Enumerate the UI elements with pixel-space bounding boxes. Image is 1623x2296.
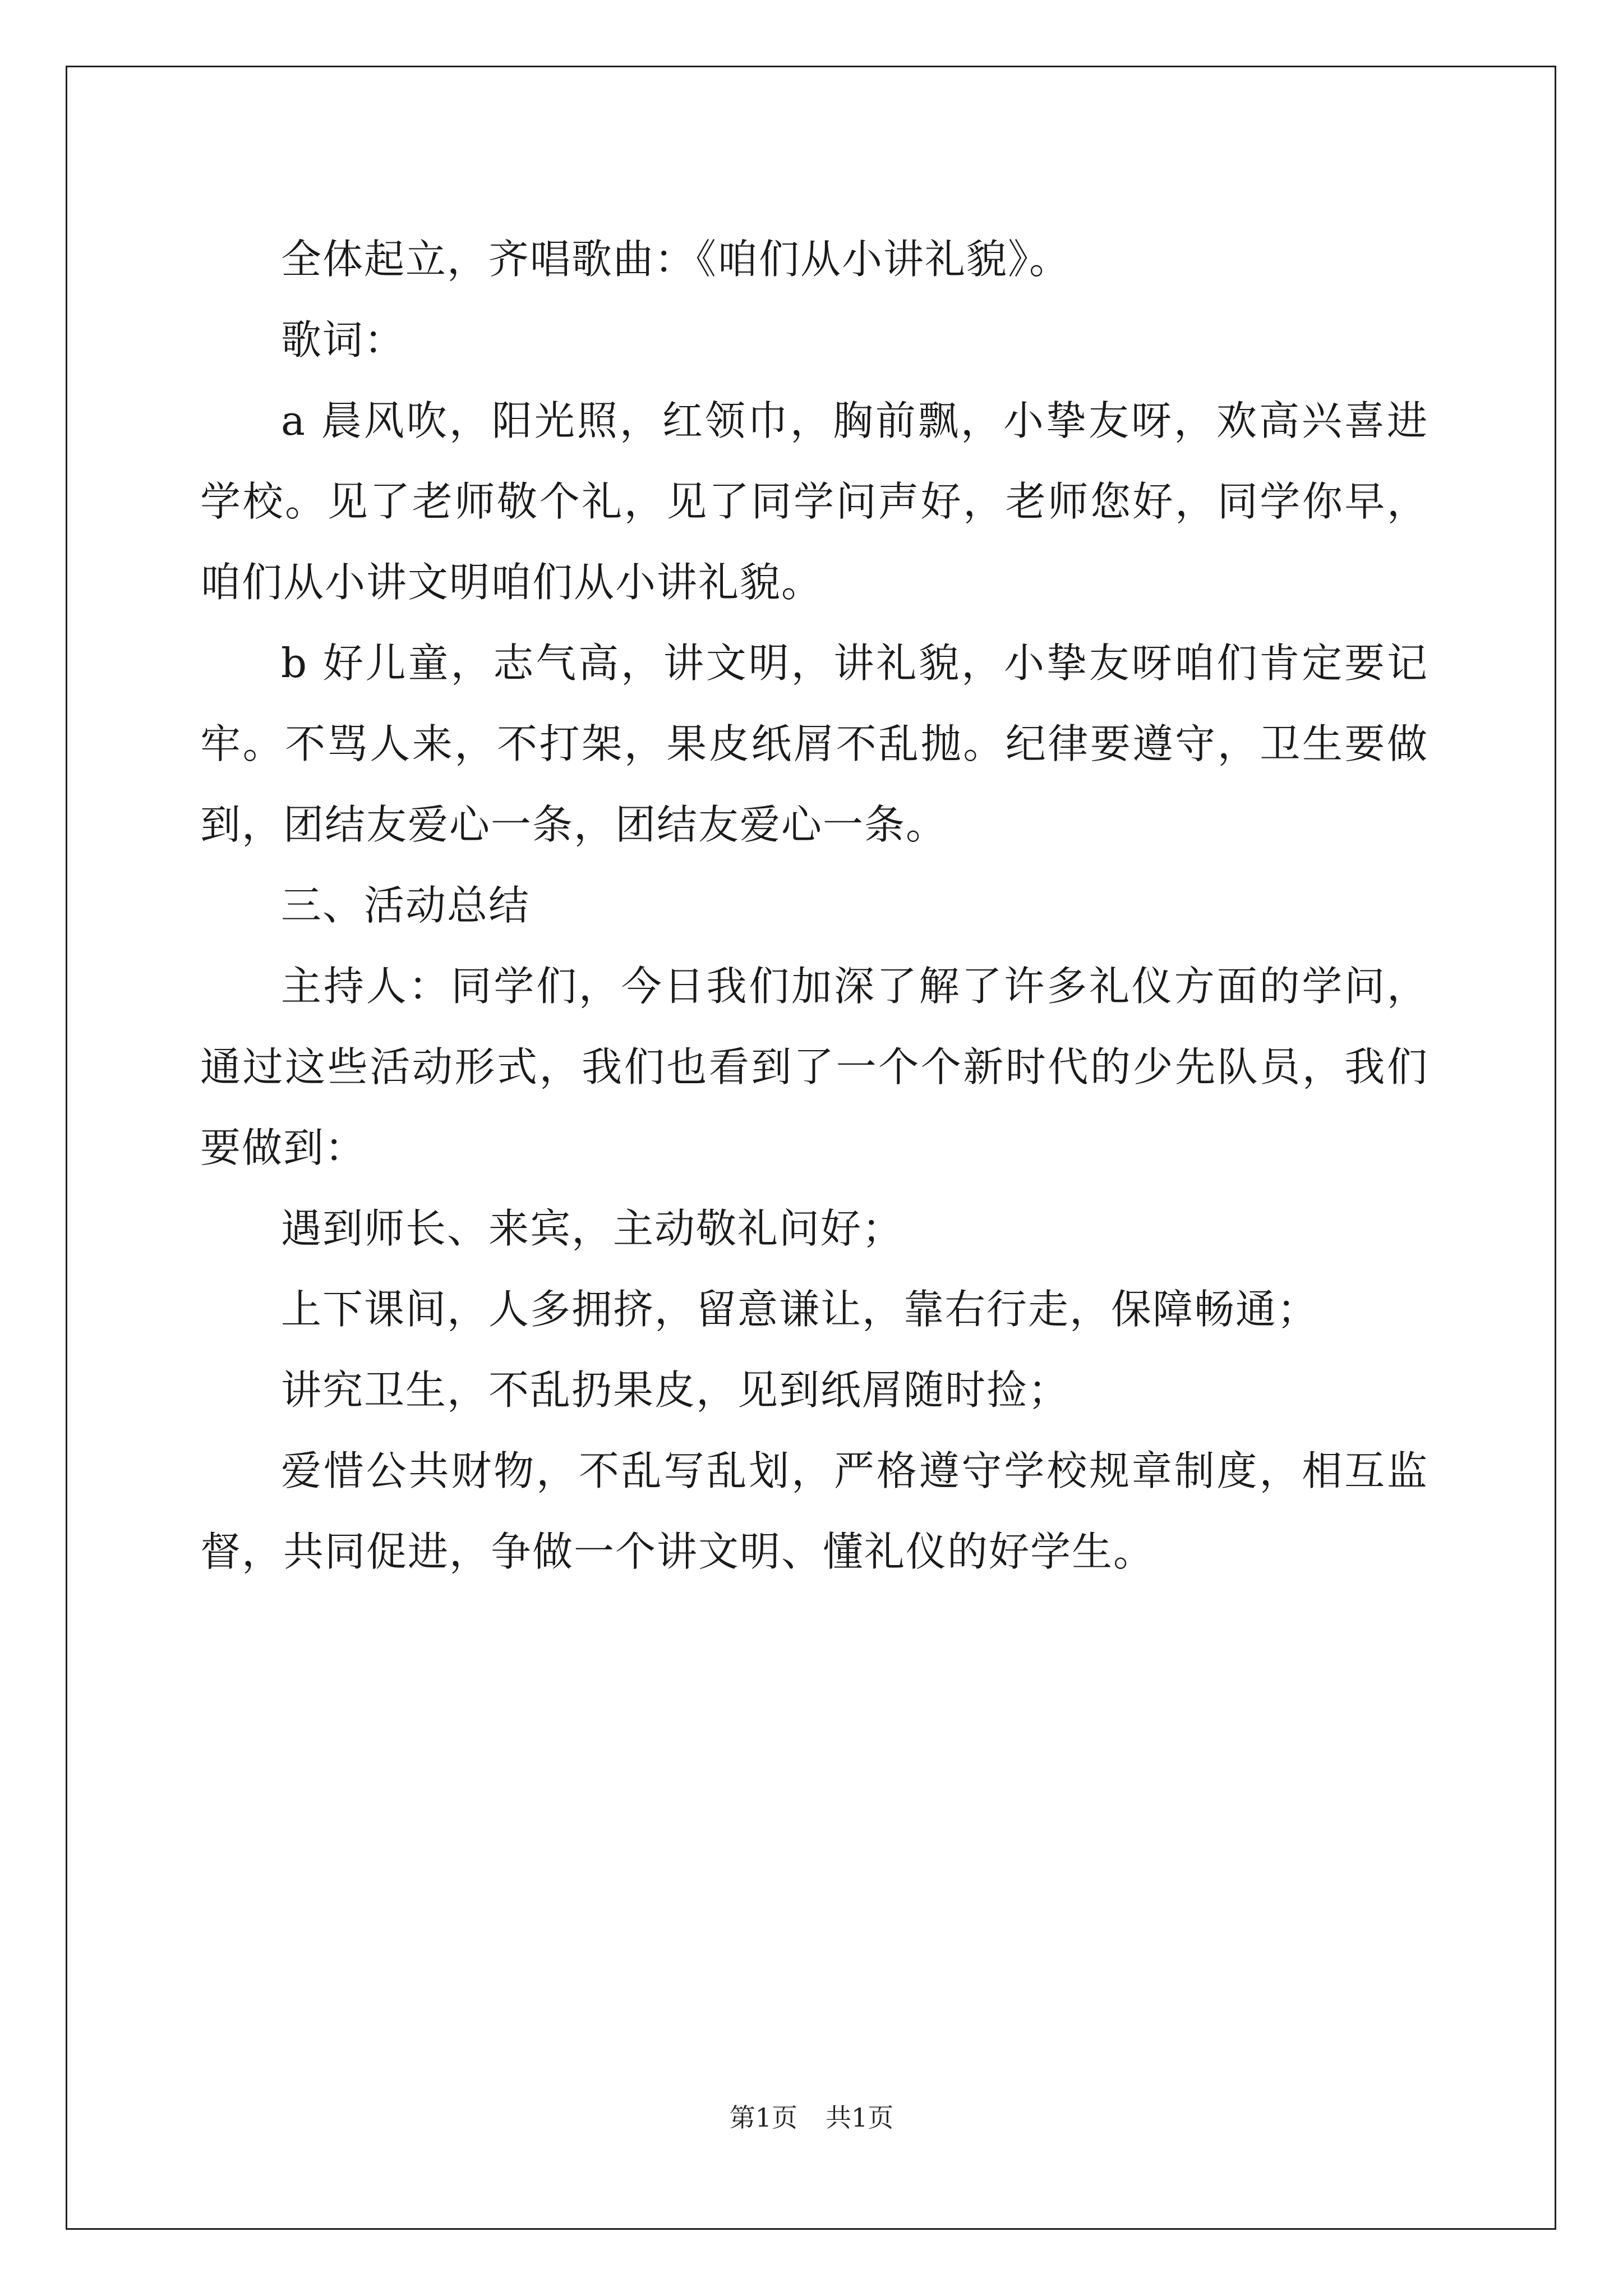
paragraph-lyrics-heading: 歌词： xyxy=(281,316,406,364)
page-number-total: 共1页 xyxy=(826,2102,894,2133)
paragraph-host-remarks: 主持人：同学们，今日我们加深了解了许多礼仪方面的学问，通过这些活动形式，我们也看到了一个个新时代的少先队员，我们要做到： xyxy=(200,963,1428,1171)
paragraph-rule-greet: 遇到师长、来宾，主动敬礼问好； xyxy=(281,1205,904,1252)
paragraph-rule-corridor: 上下课间，人多拥挤，留意谦让，靠右行走，保障畅通； xyxy=(281,1286,1319,1333)
paragraph-rule-property: 爱惜公共财物，不乱写乱划，严格遵守学校规章制度，相互监督，共同促进，争做一个讲文明、懂礼仪的好学生。 xyxy=(200,1447,1428,1575)
page-number-current: 第1页 xyxy=(729,2102,797,2133)
paragraph-lyrics-verse-b: b 好儿童，志气高，讲文明，讲礼貌，小挚友呀咱们肯定要记牢。不骂人来，不打架，果皮纸屑不乱抛。纪律要遵守，卫生要做到，团结友爱心一条，团结友爱心一条。 xyxy=(200,639,1428,848)
document-body xyxy=(200,219,1428,1592)
section-heading-activity-summary: 三、活动总结 xyxy=(281,882,531,929)
paragraph-rule-hygiene: 讲究卫生，不乱扔果皮，见到纸屑随时捡； xyxy=(281,1366,1070,1414)
paragraph-sing-song: 全体起立，齐唱歌曲：《咱们从小讲礼貌》。 xyxy=(281,236,1071,283)
paragraph-lyrics-verse-a: a 晨风吹，阳光照，红领巾，胸前飘，小挚友呀，欢高兴喜进学校。见了老师敬个礼，见了同学问声好，老师您好，同学你早，咱们从小讲文明咱们从小讲礼貌。 xyxy=(200,397,1428,606)
page-footer xyxy=(0,2101,1623,2134)
